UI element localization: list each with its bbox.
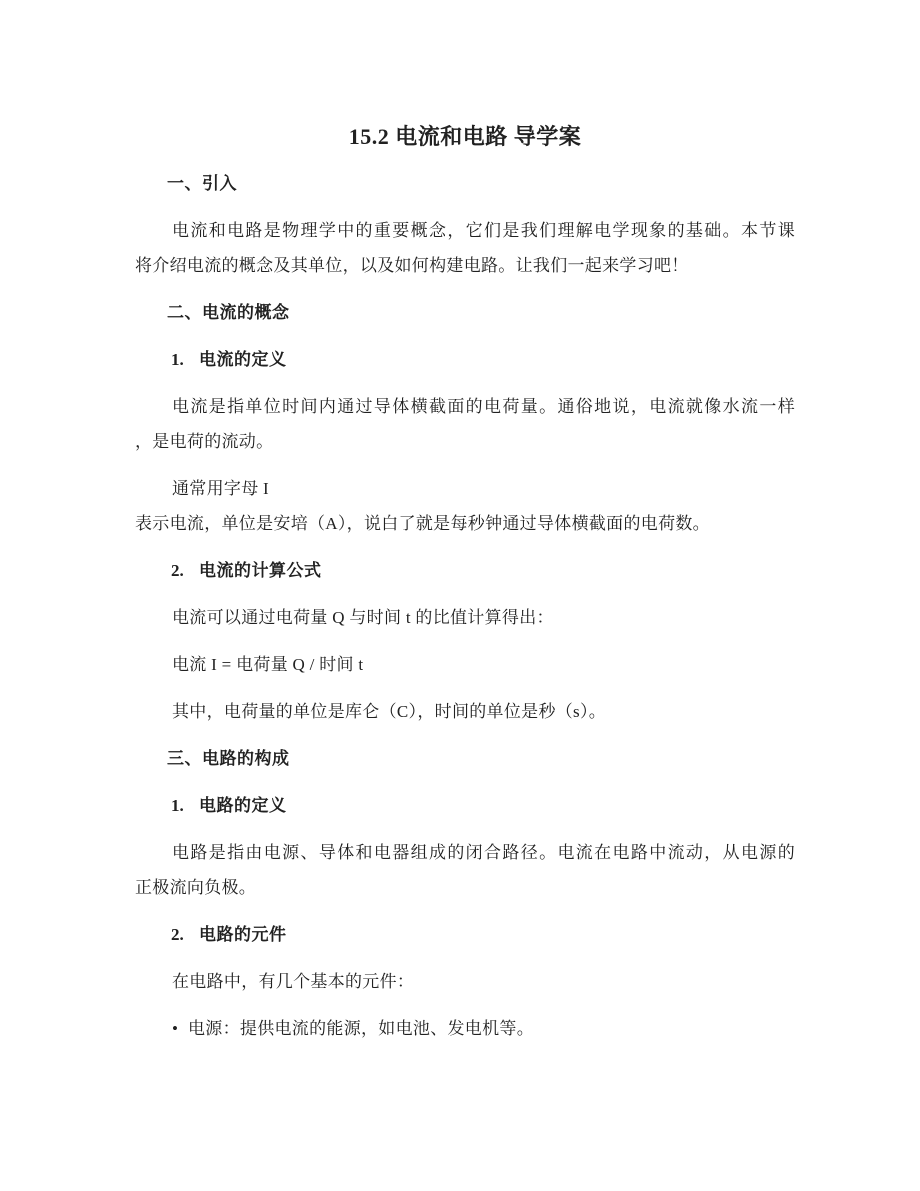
paragraph-intro [135,213,795,283]
section-heading-intro: 一、引入 [167,174,237,193]
paragraph-line: 电流 I = 电荷量 Q / 时间 t [172,655,364,674]
paragraph-current-symbol [135,471,795,541]
section-heading-circuit-composition: 三、电路的构成 [167,749,290,768]
document-title: 15.2 电流和电路 导学案 [348,124,582,149]
paragraph-line: 电流可以通过电荷量 Q 与时间 t 的比值计算得出： [172,608,554,627]
heading-number: 1. [171,350,184,369]
paragraph-line: ，是电荷的流动。 [135,432,274,451]
numbered-heading-current-formula [135,553,795,588]
heading-text: 电路的元件 [199,925,287,944]
paragraph-line: 电路是指由电源、导体和电器组成的闭合路径。电流在电路中流动，从电源的 [172,843,795,862]
bullet-text: 电源：提供电流的能源，如电池、发电机等。 [188,1019,534,1038]
paragraph-line: 将介绍电流的概念及其单位，以及如何构建电路。让我们一起来学习吧！ [135,256,689,275]
numbered-heading-circuit-components [135,917,795,952]
paragraph-line: 通常用字母 I [172,479,270,498]
paragraph-line: 在电路中，有几个基本的元件： [172,972,415,991]
numbered-heading-current-definition [135,342,795,377]
numbered-heading-circuit-definition [135,788,795,823]
paragraph-line: 表示电流，单位是安培（A），说白了就是每秒钟通过导体横截面的电荷数。 [135,514,710,533]
paragraph-circuit-definition [135,835,795,905]
paragraph-current-definition [135,389,795,459]
paragraph-line: 其中，电荷量的单位是库仑（C），时间的单位是秒（s）。 [172,702,607,721]
bullet-item-power-source [135,1011,795,1046]
heading-text: 电路的定义 [199,796,287,815]
paragraph-formula-intro [135,600,795,635]
heading-number: 2. [171,561,184,580]
paragraph-components-intro [135,964,795,999]
paragraph-formula [135,647,795,682]
section-heading-current-concept: 二、电流的概念 [167,303,290,322]
paragraph-line: 电流是指单位时间内通过导体横截面的电荷量。通俗地说，电流就像水流一样 [172,397,795,416]
heading-text: 电流的计算公式 [199,561,322,580]
heading-number: 1. [171,796,184,815]
paragraph-units [135,694,795,729]
heading-text: 电流的定义 [199,350,287,369]
paragraph-line: 电流和电路是物理学中的重要概念，它们是我们理解电学现象的基础。本节课 [172,221,795,240]
paragraph-line: 正极流向负极。 [135,878,257,897]
heading-number: 2. [171,925,184,944]
bullet-icon: • [172,1019,178,1038]
